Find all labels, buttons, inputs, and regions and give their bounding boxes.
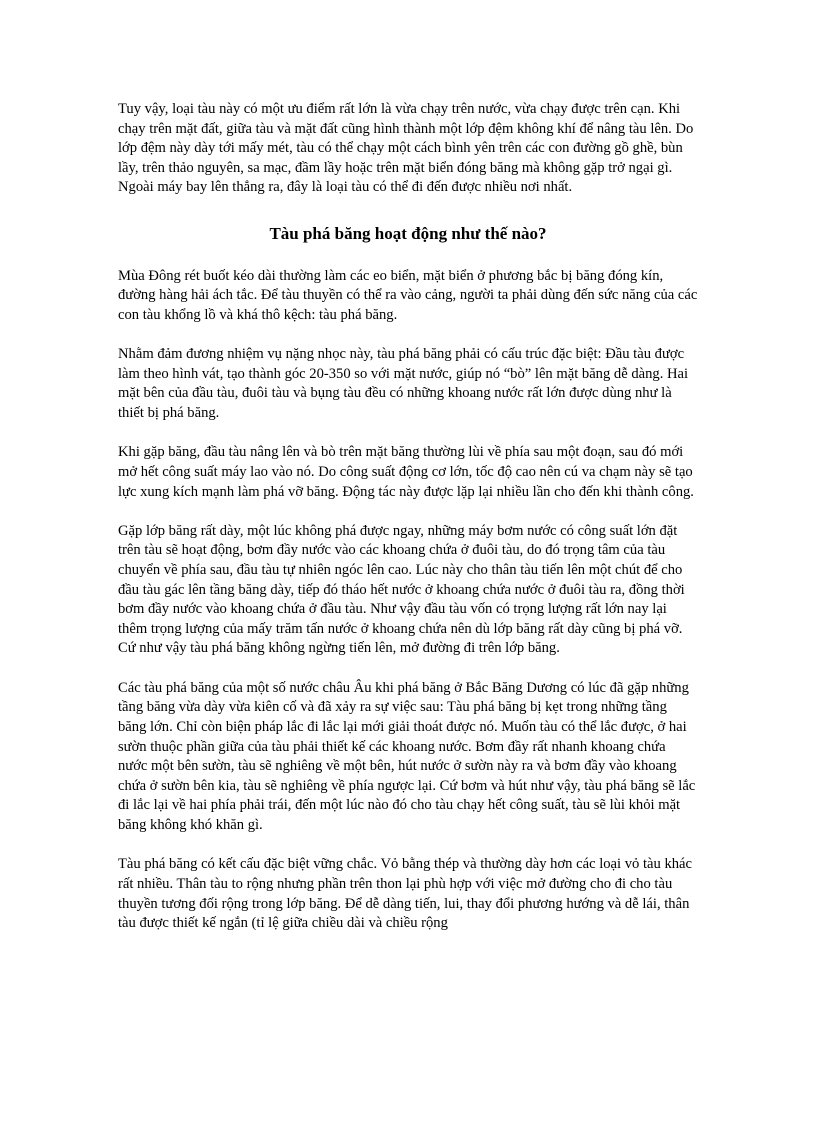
body-paragraph-2: Nhằm đảm đương nhiệm vụ nặng nhọc này, tàu phá băng phải có cấu trúc đặc biệt: Đầu tàu được làm theo hình vát, tạo thành góc 20-350 so với mặt nước, giúp nó “bò” lên mặt băng dễ dàng. Hai mặt bên của đầu tàu, đuôi tàu và bụng tàu đều có những khoang nước rất lớn được dùng như là thiết bị phá băng.: [118, 346, 689, 421]
document-page: [118, 100, 698, 954]
section-heading: Tàu phá băng hoạt động như thế nào?: [269, 223, 547, 243]
body-paragraph-1: Mùa Đông rét buốt kéo dài thường làm các eo biển, mặt biển ở phương bắc bị băng đóng kín, đường hàng hải ách tắc. Để tàu thuyền có thể ra vào cảng, người ta phải dùng đến sức năng của các con tàu khổng lồ và khá thô kệch: tàu phá băng.: [118, 267, 698, 323]
body-paragraph-6: Tàu phá băng có kết cấu đặc biệt vững chắc. Vỏ bằng thép và thường dày hơn các loại vỏ tàu khác rất nhiều. Thân tàu to rộng nhưng phần trên thon lại phù hợp với việc mở đường cho đi cho tàu thuyền tương đối rộng trong lớp băng. Để dễ dàng tiến, lui, thay đổi phương hướng và dễ lái, thân tàu được thiết kế ngắn (tỉ lệ giữa chiều dài và chiều rộng: [118, 856, 692, 932]
body-paragraph-4: Gặp lớp băng rất dày, một lúc không phá được ngay, những máy bơm nước có công suất lớn đặt trên tàu sẽ hoạt động, bơm đầy nước vào các khoang chứa ở đuôi tàu, do đó trọng tâm của tàu chuyển về phía sau, đầu tàu tự nhiên ngóc lên cao. Lúc này cho thân tàu tiến lên một chút để cho đầu tàu gác lên tầng băng dày, tiếp đó tháo hết nước ở khoang chứa nước ở đuôi tàu ra, đồng thời bơm đầy nước vào khoang chứa ở đầu tàu. Như vậy đầu tàu vốn có trọng lượng rất lớn nay lại thêm trọng lượng của mấy trăm tấn nước ở khoang chứa nên dù lớp băng rất dày cũng bị phá vỡ. Cứ như vậy tàu phá băng không ngừng tiến lên, mở đường đi trên lớp băng.: [118, 522, 685, 657]
intro-paragraph: Tuy vậy, loại tàu này có một ưu điểm rất lớn là vừa chạy trên nước, vừa chạy được trên cạn. Khi chạy trên mặt đất, giữa tàu và mặt đất cũng hình thành một lớp đệm không khí để nâng tàu lên. Do lớp đệm này dày tới mấy mét, tàu có thể chạy một cách bình yên trên các con đường gồ ghề, bùn lầy, trên thảo nguyên, sa mạc, đầm lầy hoặc trên mặt biển đóng băng mà không gặp trở ngại gì. Ngoài máy bay lên thẳng ra, đây là loại tàu có thể đi đến được nhiều nơi nhất.: [118, 101, 694, 196]
body-paragraph-3: Khi gặp băng, đầu tàu nâng lên và bò trên mặt băng thường lùi về phía sau một đoạn, sau đó mới mở hết công suất máy lao vào nó. Do công suất động cơ lớn, tốc độ cao nên cú va chạm này sẽ tạo lực xung kích mạnh làm phá vỡ băng. Động tác này được lặp lại nhiều lần cho đến khi thành công.: [118, 444, 694, 500]
body-paragraph-5: Các tàu phá băng của một số nước châu Âu khi phá băng ở Bắc Băng Dương có lúc đã gặp những tầng băng vừa dày vừa kiên cố và đã xảy ra sự việc sau: Tàu phá băng bị kẹt trong những tầng băng lớn. Chỉ còn biện pháp lắc đi lắc lại mới giải thoát được nó. Muốn tàu có thể lắc được, ở hai sườn thuộc phần giữa của tàu phải thiết kế các khoang nước. Bơm đầy rất nhanh khoang chứa nước một bên sườn, tàu sẽ nghiêng về một bên, hút nước ở sườn này ra và bơm đầy vào khoang chứa ở sườn bên kia, tàu sẽ nghiêng về phía ngược lại. Cứ bơm và hút như vậy, tàu phá băng sẽ lắc đi lắc lại về hai phía phải trái, đến một lúc nào đó cho tàu chạy hết công suất, tàu sẽ lùi khỏi mặt băng không khó khăn gì.: [118, 679, 696, 833]
